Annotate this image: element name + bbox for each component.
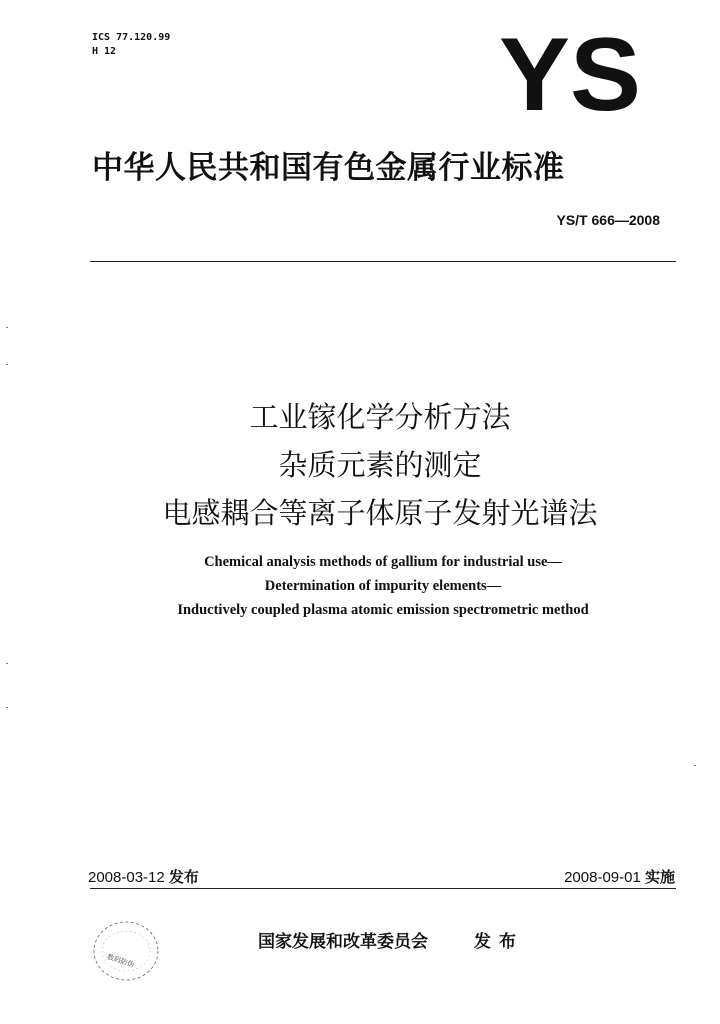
title-cn-line3: 电感耦合等离子体原子发射光谱法	[162, 496, 598, 530]
issue-date-word: 发布	[168, 869, 199, 886]
standard-name: 中华人民共和国有色金属行业标准	[92, 150, 565, 186]
logo-text: YS	[499, 30, 641, 120]
header-divider	[90, 261, 676, 262]
title-en-line2: Determination of impurity elements—	[264, 578, 502, 594]
scan-speck	[6, 327, 8, 328]
category-code: H 12	[92, 46, 117, 57]
implement-date-block	[564, 866, 675, 887]
title-cn-line2: 杂质元素的测定	[278, 448, 482, 482]
issue-date: 2008-03-12	[88, 869, 165, 886]
ics-code: ICS 77.120.99	[92, 32, 171, 43]
issue-date-block	[88, 866, 199, 887]
anti-counterfeit-stamp	[90, 918, 162, 984]
title-en-line1: Chemical analysis methods of gallium for industrial use—	[204, 554, 562, 570]
issuing-authority: 国家发展和改革委员会	[258, 932, 428, 952]
implement-date: 2008-09-01	[564, 869, 641, 886]
stamp-text: 数码防伪	[106, 952, 136, 970]
implement-date-word: 实施	[644, 869, 675, 886]
scan-speck	[694, 765, 696, 766]
scan-speck	[6, 364, 8, 365]
classification-codes	[92, 31, 170, 59]
title-cn-line1: 工业镓化学分析方法	[249, 400, 511, 434]
standard-code: YS/T 666—2008	[556, 212, 660, 228]
scan-speck	[6, 663, 8, 664]
issuing-word: 发布	[474, 932, 524, 952]
ys-logo	[497, 30, 643, 120]
footer-divider	[90, 888, 676, 889]
title-en-line3: Inductively coupled plasma atomic emission spectrometric method	[177, 602, 589, 618]
scan-speck	[6, 707, 8, 708]
